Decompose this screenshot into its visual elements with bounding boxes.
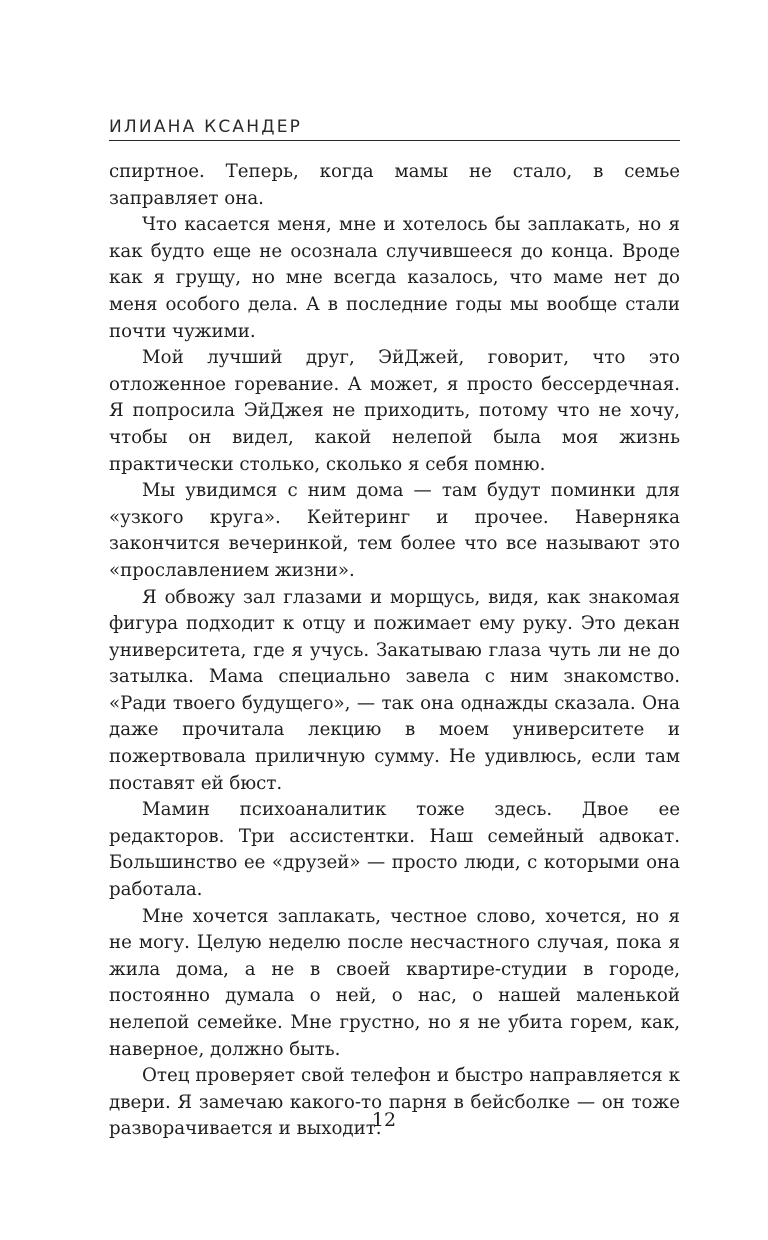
paragraph: Мне хочется заплакать, честное слово, хочется, но я не могу. Целую неделю после несчастного случая, пока я жила дома, а не в своей квартире-студии в городе, постоянно думала о ней, о нас, о нашей маленькой нелепой семейке. Мне грустно, но я не убита горем, как, наверное, должно быть.	[109, 905, 680, 1060]
paragraph: Я обвожу зал глазами и морщусь, видя, как знакомая фигура подходит к отцу и пожимает ему руку. Это декан университета, где я учусь. Закатываю глаза чуть ли не до затылка. Мама специально завела с ним знакомство. «Ради твоего будущего», — так она однажды сказала. Она даже прочитала лекцию в моем университете и пожертвовала приличную сумму. Не удивлюсь, если там поставят ей бюст.	[109, 586, 680, 794]
paragraph: Мамин психоаналитик тоже здесь. Двое ее редакторов. Три ассистентки. Наш семейный адвокат. Большинство ее «друзей» — просто люди, с которыми она работала.	[109, 799, 680, 901]
paragraph: Что касается меня, мне и хотелось бы заплакать, но я как будто еще не осознала случившееся до конца. Вроде как я грущу, но мне всегда казалось, что маме нет до меня особого дела. А в последние годы мы вообще стали почти чужими.	[109, 214, 680, 342]
running-head-author: ИЛИАНА КСАНДЕР	[109, 117, 303, 137]
paragraph: Отец проверяет свой телефон и быстро направляется к двери. Я замечаю какого-то парня в бейсболке — он тоже разворачивается и выходит.	[109, 1065, 680, 1140]
paragraph: спиртное. Теперь, когда мамы не стало, в семье заправляет она.	[109, 161, 680, 209]
body-text	[109, 159, 680, 1143]
paragraph: Мы увидимся с ним дома — там будут поминки для «узкого круга». Кейтеринг и прочее. Наверняка закончится вечеринкой, тем более что все называют это «прославлением жизни».	[109, 480, 680, 581]
page-number: 12	[371, 1109, 397, 1131]
paragraph: Мой лучший друг, ЭйДжей, говорит, что это отложенное горевание. А может, я просто бессердечная. Я попросила ЭйДжея не приходить, потому что не хочу, чтобы он видел, какой нелепой была моя жизнь практически столько, сколько я себя помню.	[109, 347, 680, 475]
header-divider	[109, 140, 680, 141]
